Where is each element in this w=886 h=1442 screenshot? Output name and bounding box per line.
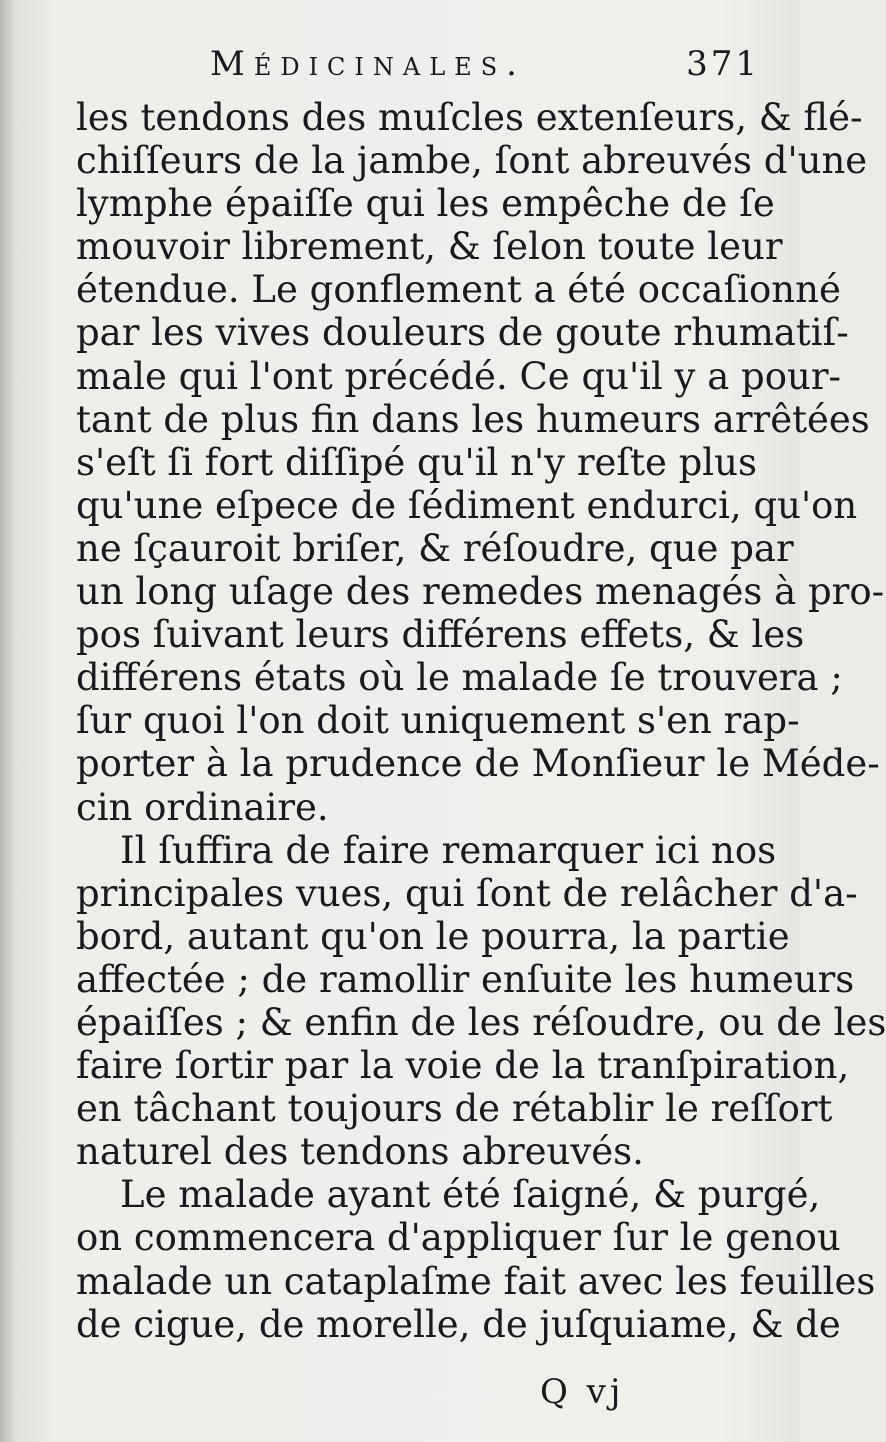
text-line: en tâchant toujours de rétablir le reſſort (76, 1087, 833, 1131)
text-line: chiſſeurs de la jambe, ſont abreuvés d'une (76, 139, 868, 183)
page-number: 371 (686, 44, 760, 84)
text-line: épaiſſes ; & enfin de les réſoudre, ou de les (76, 1000, 886, 1044)
text-line: porter à la prudence de Monſieur le Méde- (76, 742, 880, 786)
text-line: un long uſage des remedes menagés à pro- (76, 570, 885, 614)
running-head-title: Médicinales. (210, 44, 526, 84)
page-gutter (0, 0, 14, 1442)
signature-mark: Q vj (540, 1372, 625, 1412)
text-line: les tendons des muſcles extenſeurs, & flé- (76, 96, 863, 139)
text-line: ſur quoi l'on doit uniquement s'en rap- (76, 699, 800, 743)
text-line: pos ſuivant leurs différens effets, & les (76, 613, 805, 657)
text-line: cin ordinaire. (76, 785, 329, 829)
text-line: qu'une eſpece de ſédiment endurci, qu'on (76, 483, 858, 527)
text-line: on commencera d'appliquer ſur le genou (76, 1216, 841, 1260)
text-line: Le malade ayant été ſaigné, & purgé, (120, 1173, 821, 1217)
text-line: lymphe épaiſſe qui les empêche de ſe (76, 182, 775, 226)
body-text (76, 96, 886, 1346)
text-line: bord, autant qu'on le pourra, la partie (76, 914, 790, 958)
text-line: naturel des tendons abreuvés. (76, 1130, 644, 1174)
text-line: affectée ; de ramollir enſuite les humeurs (76, 957, 855, 1001)
text-line: male qui l'ont précédé. Ce qu'il y a pour- (76, 354, 842, 398)
running-head (70, 44, 760, 94)
text-line: mouvoir librement, & ſelon toute leur (76, 225, 783, 269)
text-line: s'eſt ſi fort diſſipé qu'il n'y reſte plus (76, 440, 757, 484)
text-line: de cigue, de morelle, de juſquiame, & de (76, 1302, 841, 1346)
text-line: tant de plus fin dans les humeurs arrêtées (76, 397, 870, 441)
text-line: Il ſuffira de faire remarquer ici nos (120, 828, 777, 872)
text-line: principales vues, qui ſont de relâcher d'a- (76, 871, 858, 915)
text-line: malade un cataplaſme fait avec les feuilles (76, 1259, 876, 1303)
text-line: par les vives douleurs de goute rhumatiſ- (76, 311, 849, 355)
text-line: ne ſçauroit briſer, & réſoudre, que par (76, 526, 794, 570)
text-line: différens états où le malade ſe trouvera ; (76, 656, 843, 700)
text-line: faire ſortir par la voie de la tranſpiration, (76, 1044, 850, 1088)
text-line: étendue. Le gonflement a été occaſionné (76, 268, 841, 312)
